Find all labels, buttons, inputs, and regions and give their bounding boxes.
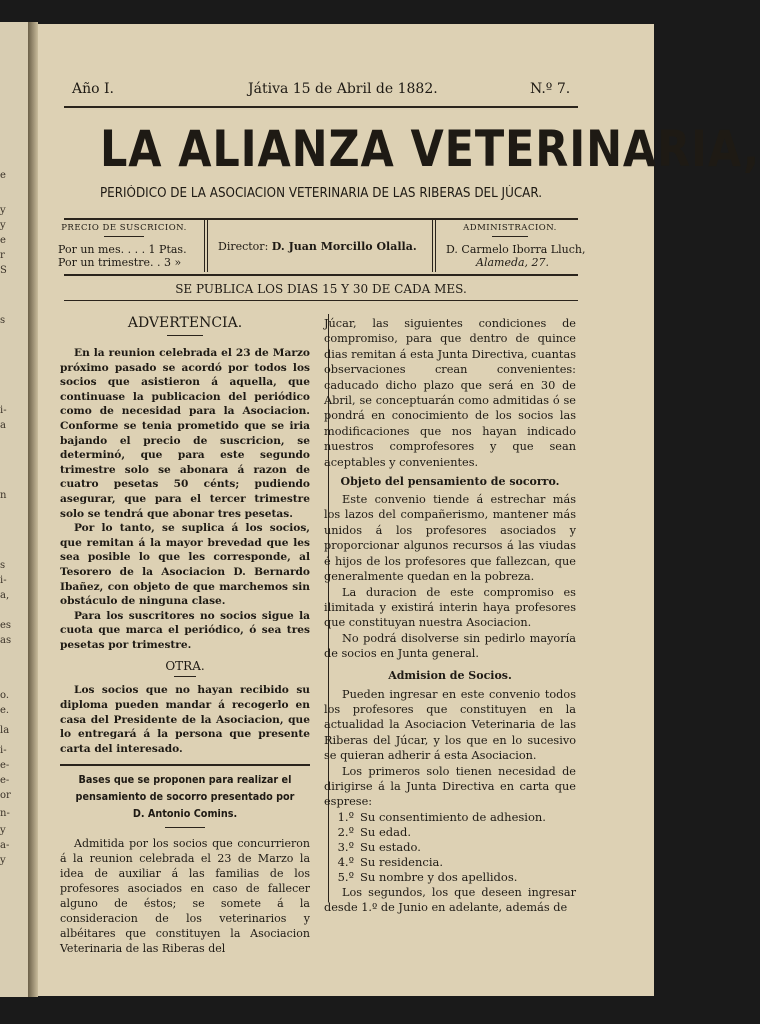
objeto-paragraph-2: La duracion de este compromiso es ilimitada y existirá interin haya profesores que constituyan nuestra Asociacion.: [324, 585, 576, 630]
previous-page-fragment: i-: [0, 745, 7, 756]
previous-page-fragment: y: [0, 220, 6, 231]
previous-page-fragment: e: [0, 235, 6, 246]
admin-address: Alameda, 27.: [476, 256, 550, 269]
subscription-price-box: [58, 223, 198, 269]
admision-paragraph-1: Pueden ingresar en este convenio todos los profesores que constituyen en la actualidad la Asociacion Veterinaria de las Riberas del Júcar, y los que en lo sucesivo se quieran adherir á esta Asociacion.: [324, 687, 576, 763]
publication-frequency: SE PUBLICA LOS DIAS 15 Y 30 DE CADA MES.: [175, 282, 467, 296]
previous-page-fragment: e: [0, 170, 6, 181]
binding-gutter: [28, 22, 38, 997]
previous-page-fragment: as: [0, 635, 12, 646]
issue-number: N.º 7.: [530, 81, 571, 97]
list-item: 5.º Su nombre y dos apellidos.: [337, 869, 518, 884]
price-quarter: Por un trimestre. . 3 »: [58, 256, 182, 269]
publication-rule: [64, 300, 578, 301]
previous-page-fragment: s: [0, 315, 6, 326]
price-month: Por un mes. . . . 1 Ptas.: [58, 243, 187, 256]
advertencia-paragraph-2: Por lo tanto, se suplica á los socios, que remitan á la mayor brevedad que les sea posible lo que les corresponde, al Tesorero de la Asociacion D. Bernardo Ibañez, con objeto de que marchemos sin obstáculo de ninguna clase.: [60, 522, 310, 608]
requirements-list: [328, 810, 576, 885]
admin-title: ADMINISTRACION.: [463, 223, 557, 233]
previous-page-fragment: es: [0, 620, 12, 631]
administration-box: [438, 223, 586, 269]
advertencia-heading: ADVERTENCIA.: [127, 315, 243, 331]
list-item: 4.º Su residencia.: [337, 854, 444, 869]
info-divider-2: [432, 220, 433, 272]
price-title: PRECIO DE SUSCRICION.: [61, 223, 187, 233]
info-box-top-rule: [64, 218, 578, 220]
bases-top-rule: [60, 764, 310, 766]
bases-paragraph-1: Admitida por los socios que concurrieron á la reunion celebrada el 23 de Marzo la idea de auxiliar á las familias de los profesores asociados en caso de fallecer alguno de éstos; se somete á la consideracion de los veterinarios y albéitares que constituyen la Asociacion Veterinaria de las Riberas del: [60, 837, 310, 956]
previous-page-fragment: o.: [0, 690, 10, 701]
previous-page-fragment: y: [0, 825, 6, 836]
previous-page-fragment: s: [0, 560, 6, 571]
newspaper-title: LA ALIANZA VETERINARIA,: [99, 120, 760, 178]
volume-year: Año I.: [72, 81, 114, 97]
previous-page-fragment: i-: [0, 405, 7, 416]
info-divider-2b: [435, 220, 436, 272]
admin-title-underline: [492, 236, 528, 237]
previous-page-fragment: la: [0, 725, 10, 736]
previous-page-fragment: r: [0, 250, 5, 261]
issue-date: Játiva 15 de Abril de 1882.: [248, 81, 438, 97]
otra-heading: OTRA.: [165, 659, 205, 674]
advertencia-underline: [167, 335, 203, 336]
previous-page-fragment: a-: [0, 840, 10, 851]
admision-paragraph-3: Los segundos, los que deseen ingresar desde 1.º de Junio en adelante, además de: [324, 885, 576, 915]
previous-page-fragment: y: [0, 855, 6, 866]
previous-page-fragment: y: [0, 205, 6, 216]
list-item: 3.º Su estado.: [337, 839, 421, 854]
top-rule: [64, 106, 578, 108]
info-divider-1b: [207, 220, 208, 272]
previous-page-edge: [0, 22, 28, 997]
admision-paragraph-2: Los primeros solo tienen necesidad de dirigirse á la Junta Directiva en carta que esprese:: [324, 764, 576, 809]
list-item: 1.º Su consentimiento de adhesion.: [337, 809, 546, 824]
previous-page-fragment: i-: [0, 575, 7, 586]
previous-page-fragment: e-: [0, 760, 10, 771]
previous-page-fragment: n: [0, 490, 7, 501]
previous-page-fragment: e-: [0, 775, 10, 786]
director-box: [210, 223, 432, 269]
info-box-bottom-rule: [64, 274, 578, 276]
objeto-heading: Objeto del pensamiento de socorro.: [340, 475, 560, 489]
director-name: D. Juan Morcillo Olalla.: [271, 240, 417, 253]
director-label: Director:: [218, 240, 269, 253]
previous-page-fragment: n-: [0, 808, 10, 819]
advertencia-paragraph-1: En la reunion celebrada el 23 de Marzo próximo pasado se acordó por todos los socios que asistieron á aquella, que continuase la publicacion del periódico como de necesidad para la Asociacion. Conforme se tenia prometido que se iria bajando el precio de suscricion, se determinó, que para este segundo trimestre solo se abonara á razon de cuatro pesetas 50 cénts; pudiendo asegurar, que para el tercer trimestre solo se tendrá que abonar tres pesetas.: [60, 347, 310, 520]
price-title-underline: [104, 236, 144, 237]
previous-page-fragment: a,: [0, 590, 10, 601]
list-item: 2.º Su edad.: [337, 824, 411, 839]
objeto-paragraph-3: No podrá disolverse sin pedirlo mayoría de socios en Junta general.: [324, 631, 576, 661]
otra-paragraph: Los socios que no hayan recibido su diploma pueden mandar á recogerlo en casa del Presidente de la Asociacion, que lo entregará á la persona que presente carta del interesado.: [60, 684, 310, 755]
left-column: [60, 316, 310, 956]
admision-heading: Admision de Socios.: [388, 668, 512, 682]
newspaper-subtitle: PERIÓDICO DE LA ASOCIACION VETERINARIA DE LAS RIBERAS DEL JÚCAR.: [99, 186, 543, 201]
conditions-continuation: Júcar, las siguientes condiciones de compromiso, para que dentro de quince dias remitan á esta Junta Directiva, cuantas observaciones crean convenientes: caducado dicho plazo que será en 30 de Abril, se conceptuarán como admitidas ó se pondrá en conocimiento de los socios las modificaciones que nos hayan indicado nuestros comprofesores y que sean aceptables y convenientes.: [324, 317, 576, 469]
objeto-paragraph-1: Este convenio tiende á estrechar más los lazos del compañerismo, mantener más unidos á los profesores asociados y proporcionar algunos recursos á las viudas é hijos de los profesores que fallezcan, que generalmente quedan en la pobreza.: [324, 493, 576, 584]
admin-name: D. Carmelo Iborra Lluch,: [446, 243, 586, 256]
previous-page-fragment: a: [0, 420, 6, 431]
info-divider-1: [204, 220, 205, 272]
right-column: [324, 316, 576, 916]
previous-page-fragment: or: [0, 790, 11, 801]
advertencia-paragraph-3: Para los suscritores no socios sigue la cuota que marca el periódico, ó sea tres pesetas por trimestre.: [60, 609, 310, 651]
bases-underline: [165, 827, 205, 828]
bases-heading: Bases que se proponen para realizar el pensamiento de socorro presentado por D. Antonio Comins.: [75, 774, 295, 821]
otra-underline: [174, 676, 196, 677]
previous-page-fragment: S: [0, 265, 7, 276]
dateline-row: [72, 81, 572, 103]
newspaper-page: [38, 24, 760, 996]
previous-page-fragment: e.: [0, 705, 10, 716]
